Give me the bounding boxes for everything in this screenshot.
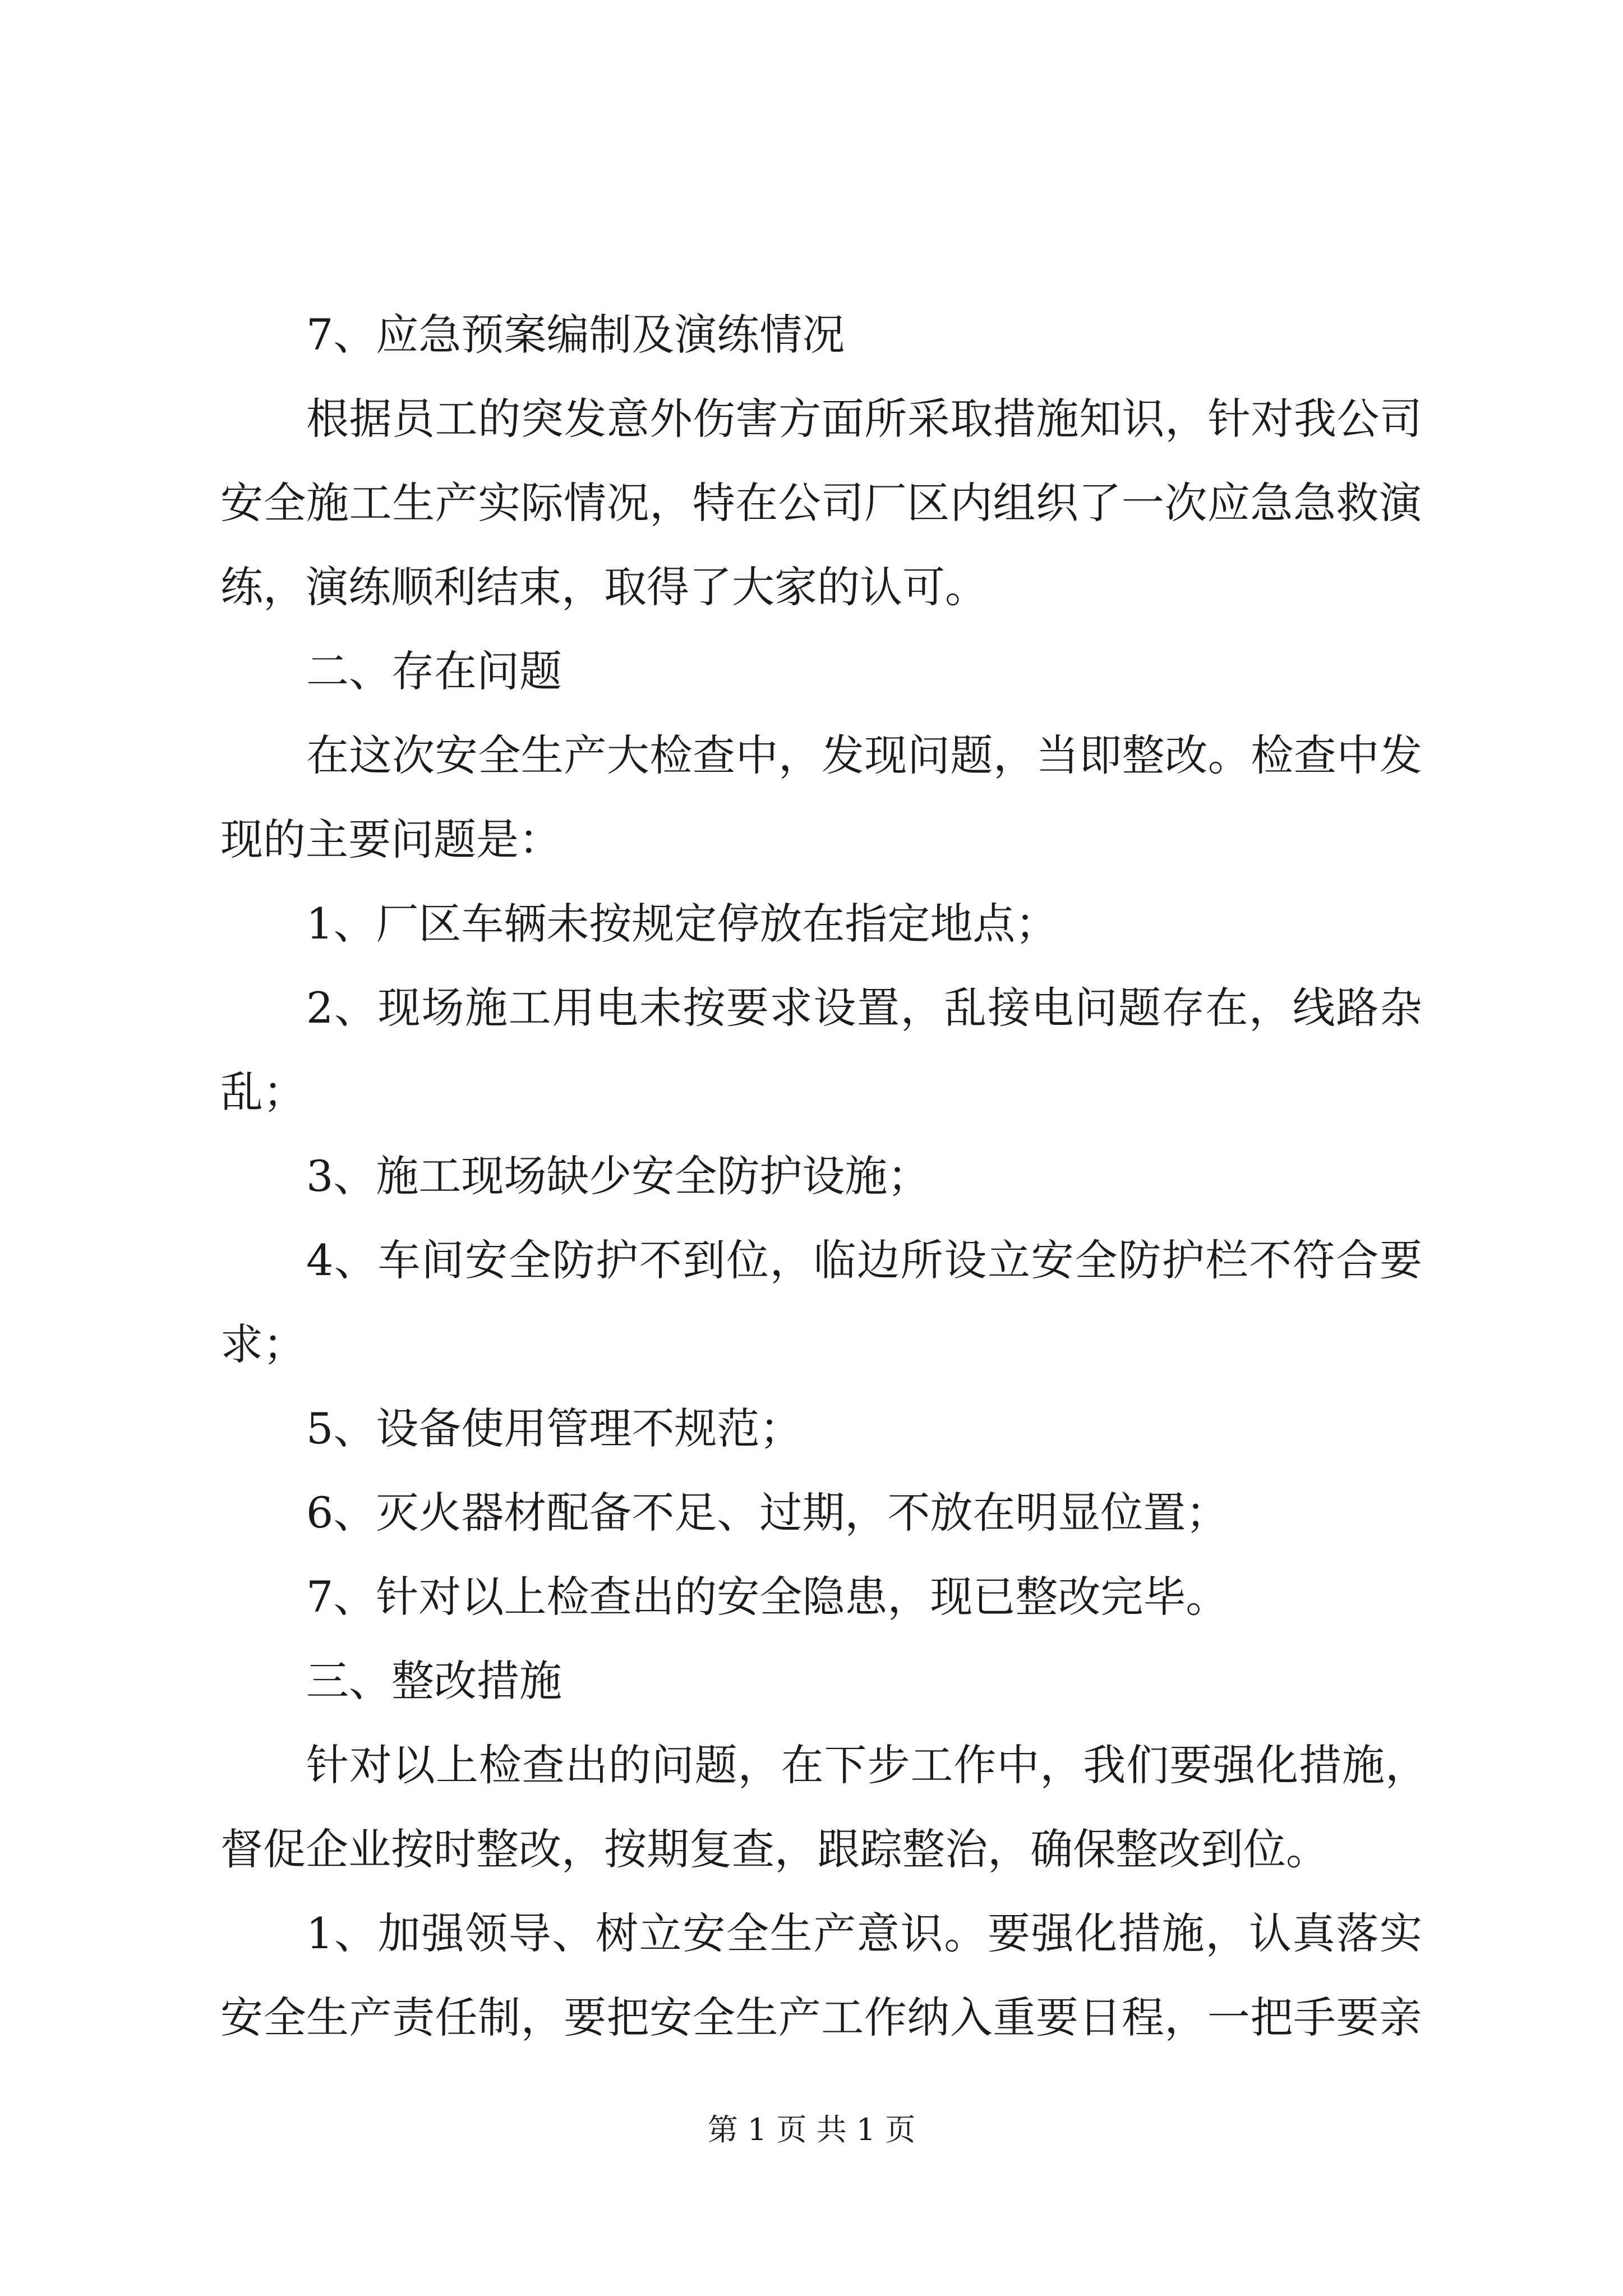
list-item: 1、厂区车辆未按规定停放在指定地点； (306, 899, 1058, 949)
list-item: 2、现场施工用电未按要求设置，乱接电问题存在，线路杂 (306, 983, 1422, 1033)
paragraph-line: 现的主要问题是： (220, 815, 561, 864)
paragraph-line: 针对以上检查出的问题，在下步工作中，我们要强化措施， (306, 1740, 1428, 1790)
list-item: 4、车间安全防护不到位，临边所设立安全防护栏不符合要 (306, 1235, 1422, 1285)
page-footer: 第 1 页 共 1 页 (707, 2112, 916, 2147)
paragraph-line: 督促企业按时整改，按期复查，跟踪整治，确保整改到位。 (220, 1824, 1329, 1874)
list-item-continuation: 乱； (220, 1067, 306, 1117)
paragraph-line: 在这次安全生产大检查中，发现问题，当即整改。检查中发 (306, 730, 1422, 780)
list-item-continuation: 安全生产责任制，要把安全生产工作纳入重要日程，一把手要亲 (220, 1993, 1422, 2042)
list-item: 7、针对以上检查出的安全隐患，现已整改完毕。 (306, 1572, 1229, 1622)
heading-emergency-plan: 7、应急预案编制及演练情况 (306, 310, 845, 360)
section-heading-measures: 三、整改措施 (306, 1656, 562, 1706)
paragraph-line: 安全施工生产实际情况，特在公司厂区内组织了一次应急急救演 (220, 478, 1422, 528)
list-item-continuation: 求； (220, 1319, 306, 1369)
list-item: 6、灭火器材配备不足、过期，不放在明显位置； (306, 1488, 1229, 1538)
paragraph-line: 根据员工的突发意外伤害方面所采取措施知识，针对我公司 (306, 394, 1422, 444)
paragraph-line: 练，演练顺利结束，取得了大家的认可。 (220, 562, 988, 612)
list-item: 1、加强领导、树立安全生产意识。要强化措施，认真落实 (306, 1908, 1422, 1958)
section-heading-problems: 二、存在问题 (306, 646, 562, 696)
list-item: 3、施工现场缺少安全防护设施； (306, 1151, 930, 1201)
list-item: 5、设备使用管理不规范； (306, 1404, 803, 1453)
